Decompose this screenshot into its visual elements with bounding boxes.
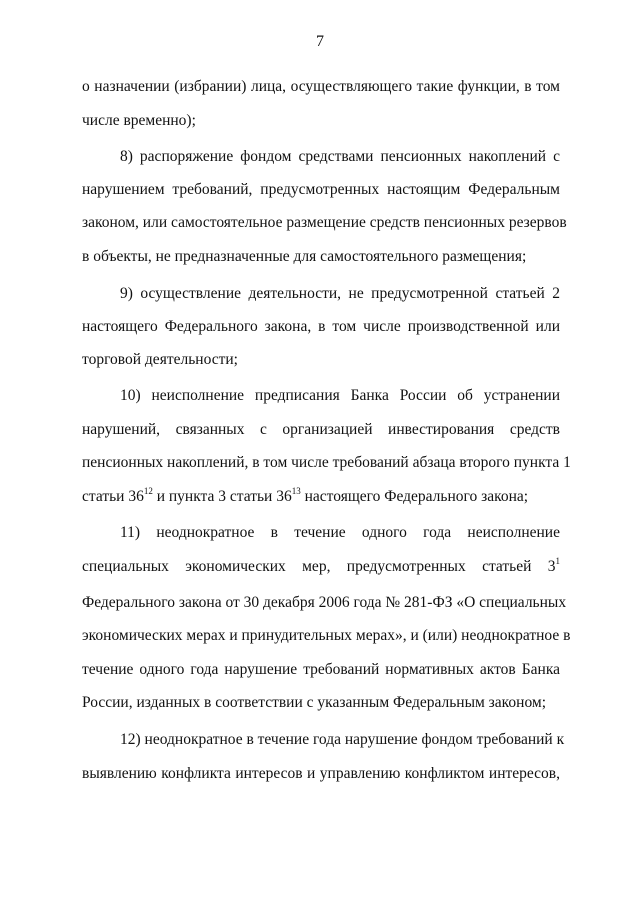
- text-line-7: 9) осуществление деятельности, не предусмотренной статьей 2: [120, 285, 560, 302]
- text-run: специальных экономических мер, предусмотренных статьей 3: [82, 558, 556, 575]
- text-line-9: торговой деятельности;: [82, 351, 238, 368]
- text-line-19: России, изданных в соответствии с указанным Федеральным законом;: [82, 694, 547, 711]
- superscript: 13: [291, 486, 301, 496]
- text-run: и пункта 3 статьи 36: [152, 488, 292, 505]
- text-line-21: выявлению конфликта интересов и управлению конфликтом интересов,: [82, 765, 560, 782]
- text-run: статьи 36: [82, 488, 144, 505]
- text-line-12: пенсионных накоплений, в том числе требований абзаца второго пункта 1: [82, 454, 571, 471]
- text-line-5: законом, или самостоятельное размещение средств пенсионных резервов: [82, 214, 567, 231]
- text-line-1: о назначении (избрании) лица, осуществляющего такие функции, в том: [82, 78, 560, 95]
- text-line-8: настоящего Федерального закона, в том числе производственной или: [82, 318, 560, 335]
- text-line-4: нарушением требований, предусмотренных настоящим Федеральным: [82, 181, 560, 198]
- text-line-13: [82, 487, 560, 507]
- text-line-6: в объекты, не предназначенные для самостоятельного размещения;: [82, 248, 527, 265]
- text-line-3: 8) распоряжение фондом средствами пенсионных накоплений с: [120, 148, 560, 165]
- text-line-20: 12) неоднократное в течение года нарушение фондом требований к: [120, 731, 565, 748]
- text-run: настоящего Федерального закона;: [300, 488, 529, 505]
- text-line-18: течение одного года нарушение требований нормативных актов Банка: [82, 661, 560, 678]
- text-line-15: [82, 557, 560, 577]
- text-line-16: Федерального закона от 30 декабря 2006 года № 281-ФЗ «О специальных: [82, 594, 567, 611]
- text-line-10: 10) неисполнение предписания Банка России об устранении: [120, 387, 560, 404]
- page-number: 7: [316, 33, 324, 50]
- text-line-11: нарушений, связанных с организацией инвестирования средств: [82, 421, 560, 438]
- superscript: 1: [555, 556, 560, 566]
- superscript: 12: [143, 486, 153, 496]
- text-line-14: 11) неоднократное в течение одного года неисполнение: [120, 524, 560, 541]
- text-line-17: экономических мерах и принудительных мерах», и (или) неоднократное в: [82, 627, 571, 644]
- text-line-2: числе временно);: [82, 112, 196, 129]
